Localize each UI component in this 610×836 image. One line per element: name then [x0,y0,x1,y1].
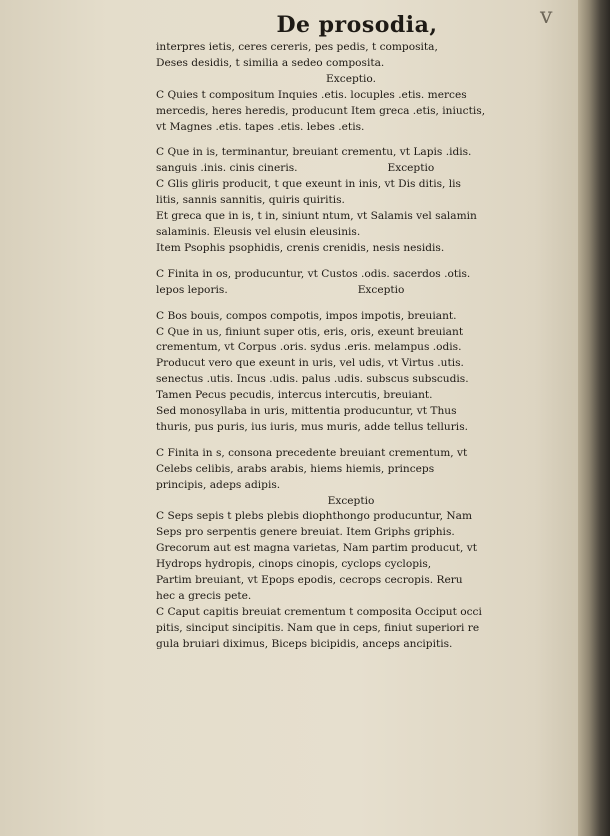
text-line: salaminis. Eleusis vel elusin eleusinis. [156,225,361,238]
folio-mark: v [540,4,553,29]
text-line: Partim breuiant, vt Epops epodis, cecrops cecropis. Reru [156,574,463,587]
text-line: litis, sannis sannitis, quiris quiritis. [156,194,345,207]
text-line: senectus .utis. Incus .udis. palus .udis. subscus subscudis. [156,373,469,386]
text-line: crementum, vt Corpus .oris. sydus .eris. melampus .odis. [156,341,462,354]
text-line: interpres ietis, ceres cereris, pes pedis, t composita, [156,41,438,53]
text-line: C Glis gliris producit, t que exeunt in inis, vt Dis ditis, lis [156,178,461,191]
text-line: C Que in us, finiunt super otis, eris, oris, exeunt breuiant [156,325,464,338]
text-line: C Finita in os, producuntur, vt Custos .odis. sacerdos .otis. [156,267,471,280]
exceptio-label: Exceptio [387,162,435,175]
text-line: mercedis, heres heredis, producunt Item greca .etis, iniuctis, [156,104,486,117]
text-line: sanguis .inis. cinis cineris. Exceptio [156,162,435,175]
text-line: Seps pro serpentis genere breuiat. Item Griphs griphis. [156,526,455,539]
text-line: Deses desidis, t similia a sedeo composita. [156,56,385,69]
text-line: principis, adeps adipis. [156,478,281,491]
text-line: Celebs celibis, arabs arabis, hiems hiemis, princeps [156,462,435,475]
text-line: Grecorum aut est magna varietas, Nam partim producut, vt [156,542,477,555]
text-line: Producut vero que exeunt in uris, vel udis, vt Virtus .utis. [156,357,464,370]
text-line: Item Psophis psophidis, crenis crenidis, nesis nesidis. [156,241,445,254]
text-line: lepos leporis. Exceptio [156,283,405,296]
text-line: Sed monosyllaba in uris, mittentia producuntur, vt Thus [156,405,457,418]
text-line: Hydrops hydropis, cinops cinopis, cyclops cyclopis, [156,558,432,571]
text-line: C Finita in s, consona precedente breuiant crementum, vt [156,446,468,459]
text-line: Et greca que in is, t in, siniunt ntum, vt Salamis vel salamin [156,210,477,223]
text-line: gula bruiari diximus, Biceps bicipidis, anceps ancipitis. [156,637,453,650]
exceptio-label: Exceptio [357,283,405,296]
exceptio-label: Exceptio [327,494,375,507]
text-line: C Bos bouis, compos compotis, impos impotis, breuiant. [156,309,457,322]
text-line: thuris, pus puris, ius iuris, mus muris, adde tellus telluris. [156,420,469,433]
text-line: C Que in is, terminantur, breuiant crementu, vt Lapis .idis. [156,146,472,159]
text-line: C Seps sepis t plebs plebis diophthongo producuntur, Nam [156,510,473,523]
text-line: hec a grecis pete. [156,590,252,602]
text-line: C Caput capitis breuiat crementum t composita Occiput occi [156,605,482,618]
text-line: C Quies t compositum Inquies .etis. locuples .etis. merces [156,88,467,101]
book-gutter [578,0,610,836]
text-line: pitis, sinciput sincipitis. Nam que in ceps, finiut superiori re [156,621,480,634]
page-heading: De prosodia, [276,12,438,38]
exceptio-label: Exceptio. [326,72,376,85]
text-line: Tamen Pecus pecudis, intercus intercutis, breuiant. [156,389,433,402]
text-line: vt Magnes .etis. tapes .etis. lebes .etis. [156,120,365,133]
text-block [156,10,546,653]
